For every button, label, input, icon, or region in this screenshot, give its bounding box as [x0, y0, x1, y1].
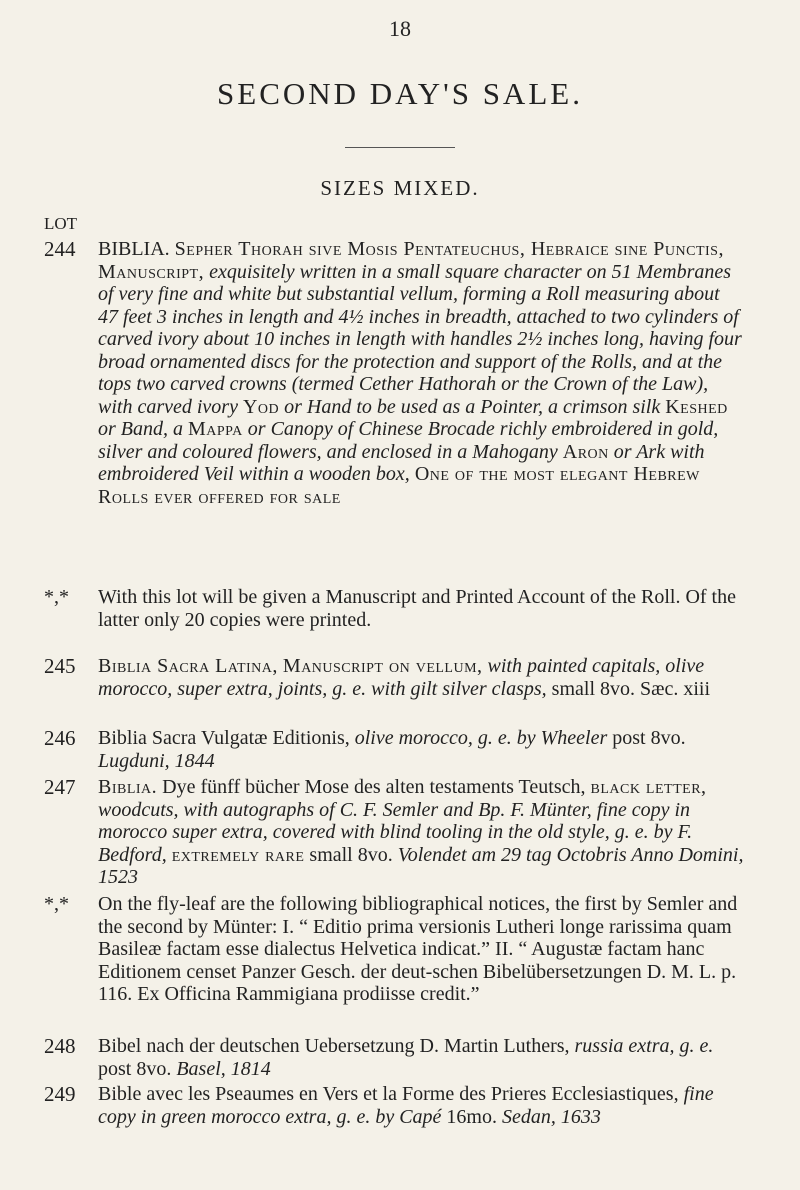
description-segment: olive morocco, g. e. by Wheeler	[349, 727, 608, 749]
description-segment: Dye fünff bücher Mose des alten testaments Teutsch,	[157, 776, 591, 798]
lot-description	[98, 1083, 744, 1128]
page-number: 18	[389, 16, 411, 41]
description-segment: woodcuts, with autographs of C. F. Semler and Bp. F. Münter, fine copy in morocco super extra, covered with blind tooling in the old style, g. e. by F. Bedford,	[98, 798, 693, 866]
lot-number: 247	[44, 775, 76, 799]
description-segment: or Hand to be used as a Pointer, a crimson silk	[279, 395, 666, 418]
lot-entry	[44, 727, 744, 772]
description-segment: With this lot will be given a Manuscript and Printed Account of the Roll. Of the latter only 20 copies were printed.	[98, 586, 736, 631]
description-segment: Mappa	[188, 418, 243, 440]
note-marker: *,*	[44, 586, 69, 608]
description-segment: Biblia Sacra Vulgatæ Editionis,	[98, 727, 350, 749]
lot-description	[98, 776, 744, 889]
description-segment: Aron	[562, 440, 609, 463]
description-segment: Lugduni, 1844	[98, 749, 215, 772]
description-segment: On the fly-leaf are the following bibliographical notices, the first by Semler and the second by Münter: I. “ Editio prima versionis Lutheri longe rarissima quam Basileæ factam esse dialectus Helvetica indicat.” II. “ Augustæ factam hanc Editionem censet Panzer Gesch. der deut-schen Bibelübersetzungen D. M. L. p. 116. Ex Officina Rammigiana prodiisse credit.”	[98, 893, 738, 1005]
note-text	[98, 893, 744, 1006]
description-segment: Yod	[242, 395, 280, 418]
description-segment: or Band, a	[98, 418, 188, 440]
description-segment: Sedan, 1633	[501, 1105, 601, 1128]
description-segment: Sepher Thorah sive Mosis Pentateuchus, Hebraice sine Punctis,	[174, 238, 724, 260]
lot-entry	[44, 238, 744, 508]
description-segment: or Ark with embroidered Veil within a wooden box,	[98, 440, 705, 485]
note-text	[98, 586, 744, 631]
title-divider	[345, 147, 455, 148]
description-segment: post 8vo.	[607, 727, 686, 749]
lot-entry	[44, 776, 744, 889]
lot-number: 246	[44, 726, 76, 750]
description-segment: One of the most elegant Hebrew Rolls ever offered for sale	[98, 463, 700, 508]
description-segment: Keshed	[665, 395, 728, 418]
lot-note	[44, 586, 744, 631]
lot-column-label: LOT	[44, 214, 78, 233]
description-segment: fine copy in green morocco extra, g. e. by Capé	[98, 1083, 714, 1128]
description-segment: Volendet am 29 tag Octobris Anno Domini, 1523	[98, 843, 744, 888]
description-segment: small 8vo. Sæc. xiii	[546, 677, 711, 700]
lot-description	[98, 655, 744, 700]
lot-description	[98, 1035, 744, 1080]
description-segment: Manuscript on vellum,	[282, 655, 483, 677]
lot-number: 244	[44, 237, 76, 261]
description-segment: small 8vo.	[304, 843, 398, 866]
description-segment: post 8vo.	[98, 1057, 177, 1080]
lot-description	[98, 727, 744, 772]
lot-entry	[44, 1083, 744, 1128]
lot-number: 248	[44, 1034, 76, 1058]
note-marker: *,*	[44, 893, 69, 915]
section-heading: SIZES MIXED.	[320, 176, 480, 200]
lot-note	[44, 893, 744, 1006]
page-title: SECOND DAY'S SALE.	[217, 76, 583, 111]
description-segment: Biblia.	[98, 776, 158, 798]
description-segment: with painted capitals, olive morocco, super extra, joints, g. e. with gilt silver clasps,	[98, 655, 705, 700]
description-segment: exquisitely written in a small square character on 51 Membranes of very fine and white but substantial vellum, forming a Roll measuring about 47 feet 3 inches in length and 4½ inches in breadth, attached to two cylinders of carved ivory about 10 inches in length with handles 2½ inches long, having four broad ornamented discs for the protection and support of the Rolls, and at the tops two carved crowns (termed Cether Hathorah or the Crown of the Law), with carved ivory	[98, 260, 742, 418]
lot-entry	[44, 1035, 744, 1080]
description-segment: russia extra, g. e.	[569, 1035, 714, 1057]
description-segment: Biblia Sacra Latina,	[98, 655, 278, 677]
lot-description	[98, 238, 744, 508]
description-segment: Bibel nach der deutschen Uebersetzung D. Martin Luthers,	[98, 1035, 570, 1057]
description-segment: black letter,	[590, 776, 707, 798]
description-segment: 16mo.	[441, 1105, 502, 1128]
description-segment: extremely rare	[171, 843, 305, 866]
description-segment: BIBLIA.	[98, 238, 175, 260]
description-segment: Bible avec les Pseaumes en Vers et la Forme des Prieres Ecclesiastiques,	[98, 1083, 679, 1105]
lot-entry	[44, 655, 744, 700]
lot-number: 249	[44, 1082, 76, 1106]
description-segment: Manuscript,	[98, 260, 205, 283]
description-segment: Basel, 1814	[176, 1057, 271, 1080]
lot-number: 245	[44, 654, 76, 678]
description-segment: or Canopy of Chinese Brocade richly embroidered in gold, silver and coloured flowers, and enclosed in a Mahogany	[98, 418, 719, 463]
